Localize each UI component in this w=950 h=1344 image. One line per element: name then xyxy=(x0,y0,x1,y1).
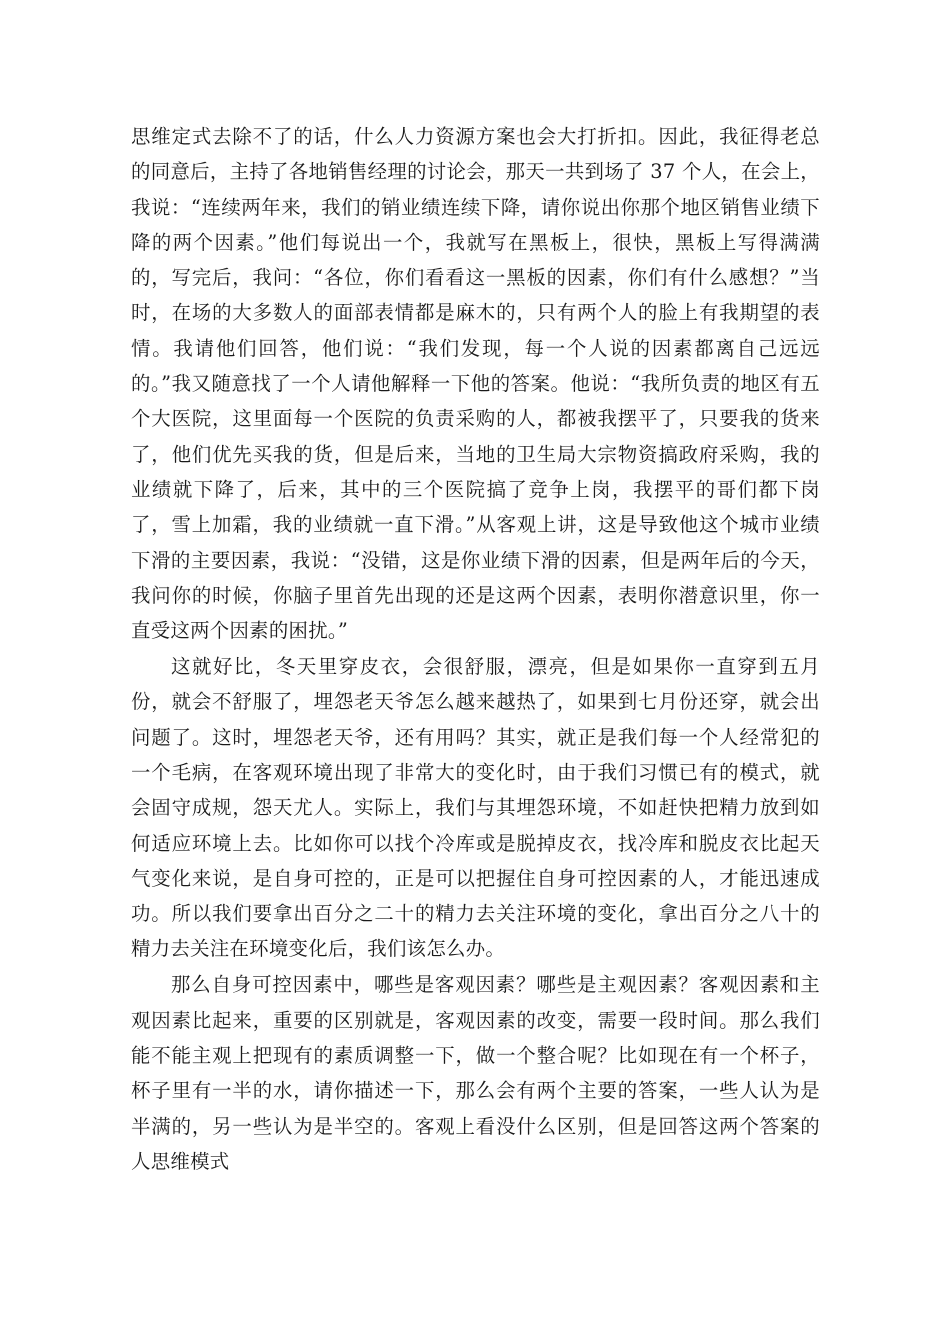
paragraph-2: 这就好比，冬天里穿皮衣，会很舒服，漂亮，但是如果你一直穿到五月份，就会不舒服了，埋怨老天爷怎么越来越热了，如果到七月份还穿，就会出问题了。这时，埋怨老天爷，还有用吗？其实，就正是我们每一个人经常犯的一个毛病，在客观环境出现了非常大的变化时，由于我们习惯已有的模式，就会固守成规，怨天尤人。实际上，我们与其埋怨环境，不如赶快把精力放到如何适应环境上去。比如你可以找个冷库或是脱掉皮衣，找冷库和脱皮衣比起天气变化来说，是自身可控的，正是可以把握住自身可控因素的人，才能迅速成功。所以我们要拿出百分之二十的精力去关注环境的变化，拿出百分之八十的精力去关注在环境变化后，我们该怎么办。 xyxy=(131,655,820,961)
paragraph-3: 那么自身可控因素中，哪些是客观因素？哪些是主观因素？客观因素和主观因素比起来，重要的区别就是，客观因素的改变，需要一段时间。那么我们能不能主观上把现有的素质调整一下，做一个整合呢？比如现在有一个杯子，杯子里有一半的水，请你描述一下，那么会有两个主要的答案，一些人认为是半满的，另一些认为是半空的。客观上看没什么区别，但是回答这两个答案的人思维模式 xyxy=(131,973,820,1173)
paragraph-1: 思维定式去除不了的话，什么人力资源方案也会大打折扣。因此，我征得老总的同意后，主持了各地销售经理的讨论会，那天一共到场了 37 个人，在会上，我说：“连续两年来，我们的销业绩连续下降，请你说出你那个地区销售业绩下降的两个因素。”他们每说出一个，我就写在黑板上，很快，黑板上写得满满的，写完后，我问：“各位，你们看看这一黑板的因素，你们有什么感想？”当时，在场的大多数人的面部表情都是麻木的，只有两个人的脸上有我期望的表情。我请他们回答，他们说：“我们发现，每一个人说的因素都离自己远远的。”我又随意找了一个人请他解释一下他的答案。他说：“我所负责的地区有五个大医院，这里面每一个医院的负责采购的人，都被我摆平了，只要我的货来了，他们优先买我的货，但是后来，当地的卫生局大宗物资搞政府采购，我的业绩就下降了，后来，其中的三个医院搞了竞争上岗，我摆平的哥们都下岗了，雪上加霜，我的业绩就一直下滑。”从客观上讲，这是导致他这个城市业绩下滑的主要因素，我说：“没错，这是你业绩下滑的因素，但是两年后的今天，我问你的时候，你脑子里首先出现的还是这两个因素，表明你潜意识里，你一直受这两个因素的困扰。” xyxy=(131,125,820,643)
document-page xyxy=(131,119,820,1179)
